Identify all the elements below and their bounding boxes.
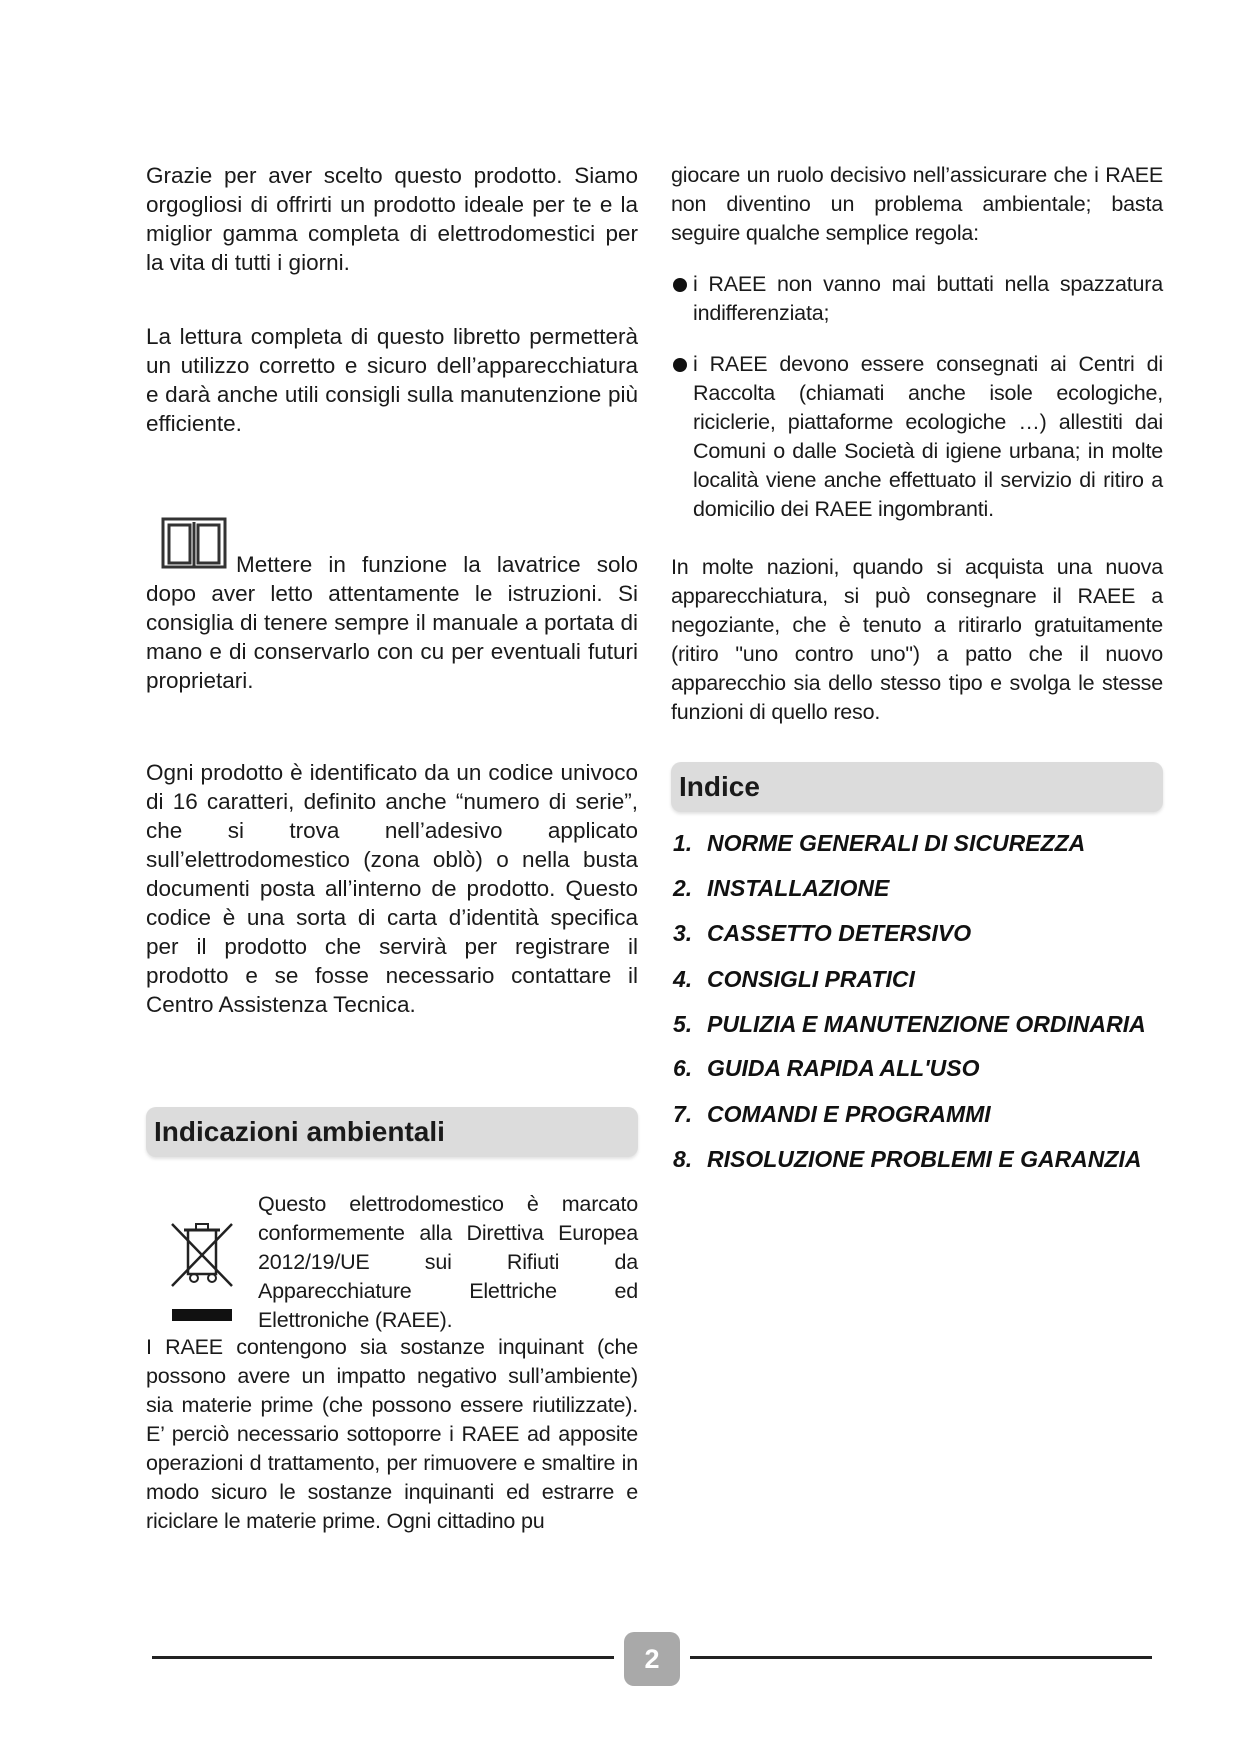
index-item[interactable]: 7. COMANDI E PROGRAMMI (673, 1101, 991, 1127)
raee-paragraph: I RAEE contengono sia sostanze inquinant (che possono avere un impatto negativo sull’ambiente) sia materie prime (che possono essere riutilizzate). E’ perciò necessario sottoporre i RAEE ad apposite operazioni d trattamento, per rimuovere e smaltire in modo sicuro le sostanze inquinanti ed estrarre e riciclare le materie prime. Ogni cittadino pu (146, 1335, 638, 1533)
reading-paragraph: La lettura completa di questo libretto permetterà un utilizzo corretto e sicuro dell’apparecchiatura e darà anche utili consigli sulla manutenzione più efficiente. (146, 324, 638, 436)
bullet-item (671, 350, 1163, 524)
index-item[interactable]: 8. RISOLUZIONE PROBLEMI E GARANZIA (673, 1146, 1142, 1172)
index-item[interactable]: 6. GUIDA RAPIDA ALL'USO (673, 1055, 980, 1081)
footer-rule-left (152, 1656, 614, 1659)
bullet-text: i RAEE non vanno mai buttati nella spazzatura indifferenziata; (693, 272, 1163, 325)
bullet-dot-icon (673, 278, 687, 292)
index-item[interactable]: 1. NORME GENERALI DI SICUREZZA (673, 830, 1086, 856)
index-item[interactable]: 2. INSTALLAZIONE (673, 875, 890, 901)
bullet-item (671, 270, 1163, 328)
bullet-dot-icon (673, 358, 687, 372)
index-heading: Indice (671, 762, 1163, 812)
raee-continued-paragraph: giocare un ruolo decisivo nell’assicurare che i RAEE non diventino un problema ambientale; basta seguire qualche semplice regola: (671, 163, 1163, 245)
crossed-bin-icon (166, 1216, 242, 1330)
index-item[interactable]: 5. PULIZIA E MANUTENZIONE ORDINARIA (673, 1011, 1146, 1037)
bullet-text: i RAEE devono essere consegnati ai Centri di Raccolta (chiamati anche isole ecologiche, riciclerie, piattaforme ecologiche …) allestiti dai Comuni o dalle Società di igiene urbana; in molte località viene anche effettuato il servizio di ritiro a domicilio dei RAEE ingombranti. (693, 352, 1163, 521)
index-item[interactable]: 3. CASSETTO DETERSIVO (673, 920, 972, 946)
return-policy-paragraph: In molte nazioni, quando si acquista una nuova apparecchiatura, si può consegnare il RAEE a negoziante, che è tenuto a ritirarlo gratuitamente (ritiro "uno contro uno") a patto che il nuovo apparecchio sia dello stesso tipo e svolga le stesse funzioni di quello reso. (671, 555, 1163, 724)
intro-paragraph: Grazie per aver scelto questo prodotto. Siamo orgogliosi di offrirti un prodotto ideale per te e la miglior gamma completa di elettrodomestici per la vita di tutti i giorni. (146, 163, 638, 275)
footer-rule-right (690, 1656, 1152, 1659)
index-item[interactable]: 4. CONSIGLI PRATICI (673, 966, 915, 992)
environment-heading: Indicazioni ambientali (146, 1107, 638, 1157)
manual-notice-paragraph: Mettere in funzione la lavatrice solo dopo aver letto attentamente le istruzioni. Si consiglia di tenere sempre il manuale a portata di mano e di conservarlo con cu per eventuali futuri proprietari. (146, 552, 638, 693)
page-number-badge: 2 (624, 1632, 680, 1686)
serial-number-paragraph: Ogni prodotto è identificato da un codice univoco di 16 caratteri, definito anche “numero di serie”, che si trova nell’adesivo applicato sull’elettrodomestico (zona oblò) o nella busta documenti posta all’interno de prodotto. Questo codice è una sorta di carta d’identità specifica per il prodotto che servirà per registrare il prodotto e se fosse necessario contattare il Centro Assistenza Tecnica. (146, 760, 638, 1017)
weee-marking-paragraph: Questo elettrodomestico è marcato conformemente alla Direttiva Europea 2012/19/UE sui Rifiuti da Apparecchiature Elettriche ed Elettroniche (RAEE). (258, 1192, 638, 1332)
